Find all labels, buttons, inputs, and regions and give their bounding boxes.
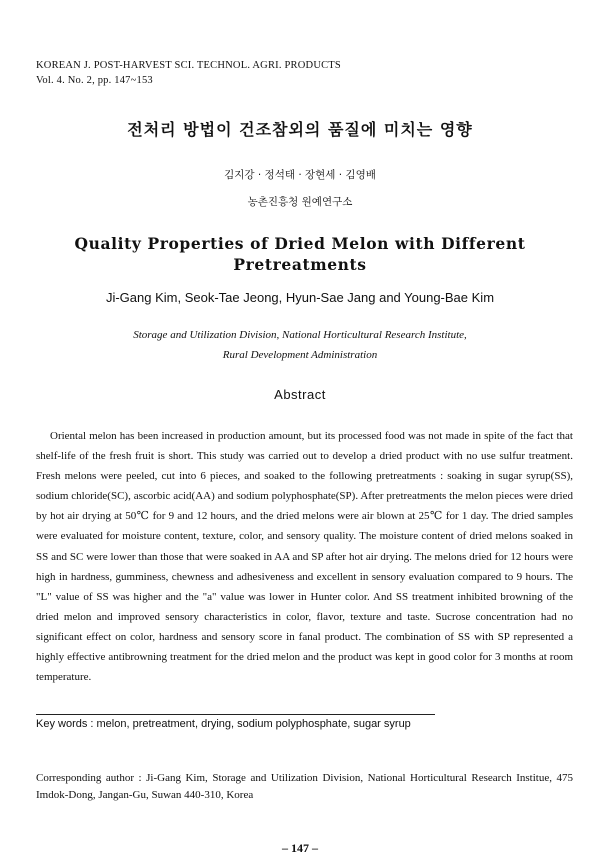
english-title <box>60 233 540 275</box>
affiliation-line-2: Rural Development Administration <box>222 349 378 361</box>
english-title-line-1: Quality Properties of Dried Melon with Different <box>74 234 526 253</box>
affiliation-line-1: Storage and Utilization Division, National Horticultural Research Institute, <box>133 329 467 341</box>
journal-header <box>36 58 341 88</box>
journal-name: KOREAN J. POST-HARVEST SCI. TECHNOL. AGRI. PRODUCTS <box>36 60 341 71</box>
keywords: Key words : melon, pretreatment, drying, sodium polyphosphate, sugar syrup <box>36 718 411 730</box>
english-authors: Ji-Gang Kim, Seok-Tae Jeong, Hyun-Sae Jang and Young-Bae Kim <box>105 290 495 305</box>
keywords-divider <box>36 714 435 715</box>
journal-volume: Vol. 4. No. 2, pp. 147~153 <box>36 75 153 86</box>
page-number: – 147 – <box>282 841 318 855</box>
korean-affiliation: 농촌진흥청 원예연구소 <box>247 196 353 208</box>
abstract-heading: Abstract <box>274 387 326 402</box>
abstract-body: Oriental melon has been increased in production amount, but its processed food was not made in spite of the fact that shelf-life of the fresh fruit is short. This study was carried out to develop a dried product with no use sulfur treatment. Fresh melons were peeled, cut into 6 pieces, and soaked to the following pretreatments : soaking in sugar syrup(SS), sodium chloride(SC), ascorbic acid(AA) and sodium polyphosphate(SP). After pretreatments the melon pieces were dried by hot air drying at 50℃ for 9 and 12 hours, and the dried melons were air blown at 25℃ for 1 day. The dried samples were evaluated for moisture content, texture, color, and sensory quality. The moisture content of dried melons soaked in SS and SC were lower than those that were soaked in AA and SP after hot air drying. The melons dried for 12 hours were high in hardness, gumminess, chewness and adhesiveness and excellent in sensory evaluation compared to 9 hours. The "L" value of SS was higher and the "a" value was lower in Hunter color. And SS treatment inhibited browning of the dried melon and improved sensory characteristics in color, flavor, texture and taste. Sucrose concentration had no significant effect on color, hardness and sensory score in fanal product. The combination of SS with SP represented a highly effective antibrowning treatment for the dried melon and the product was kept in good color for 3 months at room temperature. <box>36 430 573 684</box>
korean-title: 전처리 방법이 건조참외의 품질에 미치는 영향 <box>127 120 473 139</box>
english-affiliation <box>0 325 600 365</box>
korean-authors: 김지강 · 정석태 · 장현세 · 김영배 <box>224 169 376 181</box>
corresponding-author: Corresponding author : Ji-Gang Kim, Storage and Utilization Division, National Horticultural Research Institue, 475 Imdok-Dong, Jangan-Gu, Suwan 440-310, Korea <box>36 772 573 801</box>
english-title-line-2: Pretreatments <box>233 255 367 274</box>
